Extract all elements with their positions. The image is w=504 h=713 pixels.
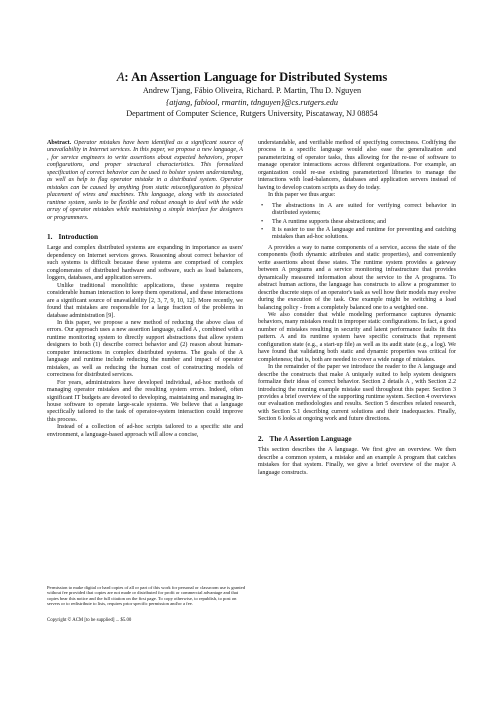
section-2-number: 2. — [258, 433, 264, 443]
intro-paragraph: Instead of a collection of ad-hoc scripts tailored to a specific site and environment, a language-based approach will allow a concise, — [47, 424, 243, 438]
intro-paragraph: In this paper, we propose a new method of reducing the above class of errors. Our approach uses a new assertion language, called A , combined with a runtime monitoring system to directly support abstractions that allow system designers to both (1) describe correct behavior and (2) reason about human-computer interactions in complex distributed systems. The goals of the A language and runtime include reducing the number and impact of operator mistakes, as well as reducing the human cost of constructing models of correctness for distributed services. — [47, 319, 243, 379]
section-2-paragraph: This section describes the A language. We first give an overview. We then describe a common system, a mistake and an example A program that catches mistakes for that system. Finally, we give a brief overview of the major A language constructs. — [258, 447, 456, 476]
abstract — [47, 140, 243, 222]
bullet-icon: • — [261, 226, 264, 233]
author-list: Andrew Tjang, Fábio Oliveira, Richard. P. Martin, Thu D. Nguyen — [142, 86, 362, 95]
argument-item: • The abstractions in A are suited for verifying correct behavior in distributed systems; — [261, 202, 456, 217]
section-2-symbol: A — [283, 433, 288, 443]
affiliation: Department of Computer Science, Rutgers University, Piscataway, NJ 08854 — [126, 109, 378, 118]
paper-title — [0, 70, 504, 85]
section-1-title: Introduction — [58, 231, 99, 241]
body-paragraph: We also consider that while modeling performance captures dynamic behaviors, many mistakes result in improper static configurations. In fact, a good number of mistakes resulting in security and latent performance faults fit this pattern. A and its runtime system have specific constructs that represent configuration state (e.g., a start-up file) as well as its audit state (e.g., a log). We have found that validating both static and dynamic properties was critical for completeness; that is, both are needed to cover a wide range of mistakes. — [258, 311, 456, 363]
title-symbol: A — [116, 70, 125, 84]
argument-item: • The A runtime supports these abstractions; and — [261, 218, 387, 225]
body-paragraph: A provides a way to name components of a service, access the state of the components (both dynamic attributes and static properties), and conveniently write assertions about these states. The runtime system provides a gateway between A programs and a service monitoring infrastructure that provides dynamically measured information about the service to the A programs. To abstract human actions, the language has constructs to allow a programmer to describe discrete steps of an operator's task as well how their models may evolve during the execution of the task. One example might be switching a load balancing policy - from a completely balanced one to a weighted one. — [258, 244, 456, 311]
left-column — [47, 140, 243, 439]
section-2-heading: 2. The A Assertion Language — [258, 433, 352, 443]
section-1-heading — [47, 233, 243, 240]
section-1-number: 1. — [47, 231, 53, 241]
intro-paragraph: Large and complex distributed systems are expanding in importance as users' dependency on Internet services grows. Reasoning about correct behavior of such systems is difficult because these systems are comprised of complex conglomerates of distributed hardware and software, such as load balancers, loggers, databases, and application servers. — [47, 245, 243, 282]
author-emails: {atjang, fabiool, rmartin, tdnguyen}@cs.rutgers.edu — [166, 98, 338, 107]
intro-paragraph: For years, administrators have developed individual, ad-hoc methods of managing operator mistakes and the resulting system errors. Indeed, often significant IT budgets are devoted to developing, maintaining and managing in-house software to operate large-scale systems. We believe that a language specifically tailored to the task of operator-system interaction could improve this process. — [47, 379, 243, 423]
argument-list — [258, 203, 456, 242]
title-text: : An Assertion Language for Distributed Systems — [124, 70, 388, 84]
argument-item: • It is easier to use the A language and runtime for preventing and catching mistakes than ad-hoc solutions. — [261, 226, 456, 241]
argue-intro: In this paper we thus argue: — [268, 192, 336, 199]
intro-paragraph: Unlike traditional monolithic applications, these systems require considerable human interaction to keep them operational, and these interactions are a significant source of unavailability [2, 3, 7, 9, 10, 12]. More recently, we found that mistakes are responsible for a large fraction of the problems in database administration [9]. — [47, 282, 243, 319]
right-column — [258, 140, 456, 477]
abstract-label: Abstract. — [47, 140, 72, 146]
bullet-icon: • — [261, 218, 264, 225]
bullet-icon: • — [261, 202, 264, 209]
body-paragraph: In the remainder of the paper we introduce the reader to the A language and describe the constructs that make A uniquely suited to help system designers formalize their ideas of correct behavior. Section 2 details A , with Section 2.2 introducing the running example mistake used throughout this paper. Section 3 provides a brief overview of the supporting runtime system. Section 4 overviews our evaluation methodologies and results. Section 5 describes related research, with Section 5.1 describing current solutions and their inadequacies. Finally, Section 6 looks at ongoing work and future directions. — [258, 364, 456, 423]
permission-footnote: Permission to make digital or hard copies of all or part of this work for personal or classroom use is granted without fee provided that copies are not made or distributed for profit or commercial advantage and that copies bear this notice and the full citation on the first page. To copy otherwise, to republish, to post on servers or to redistribute to lists, requires prior specific permission and/or a fee. — [47, 585, 245, 607]
copyright-line: Copyright © ACM [to be supplied] ... $5.00 — [47, 618, 132, 623]
intro-paragraph-continued: understandable, and verifiable method of specifying correctness. Codifying the process in a specific language would also ease the generalization and parameterizing of operator tasks, thus allowing for the re-use of software to manage operator interactions across different organizations. For example, an organization could re-use existing parameterized libraries to manage the interactions with load-balancers, databases and application servers instead of having to develop custom scripts as they do today. — [258, 140, 456, 191]
abstract-text: Operator mistakes have been identified as a significant source of unavailability in Internet services. In this paper, we propose a new language, A , for service engineers to write assertions about expected behaviors, proper configurations, and proper structural characteristics. This formalized specification of correct behavior can be used to bolster system understanding, as well as help to flag operator mistake in a distributed system. Operator mistakes can be caused by anything from static misconfiguration to physical placement of wires and machines. This language, along with its associated runtime system, seeks to be flexible and robust enough to deal with the wide array of operator mistakes while maintaining a simple interface for designers or programmers. — [47, 140, 243, 221]
